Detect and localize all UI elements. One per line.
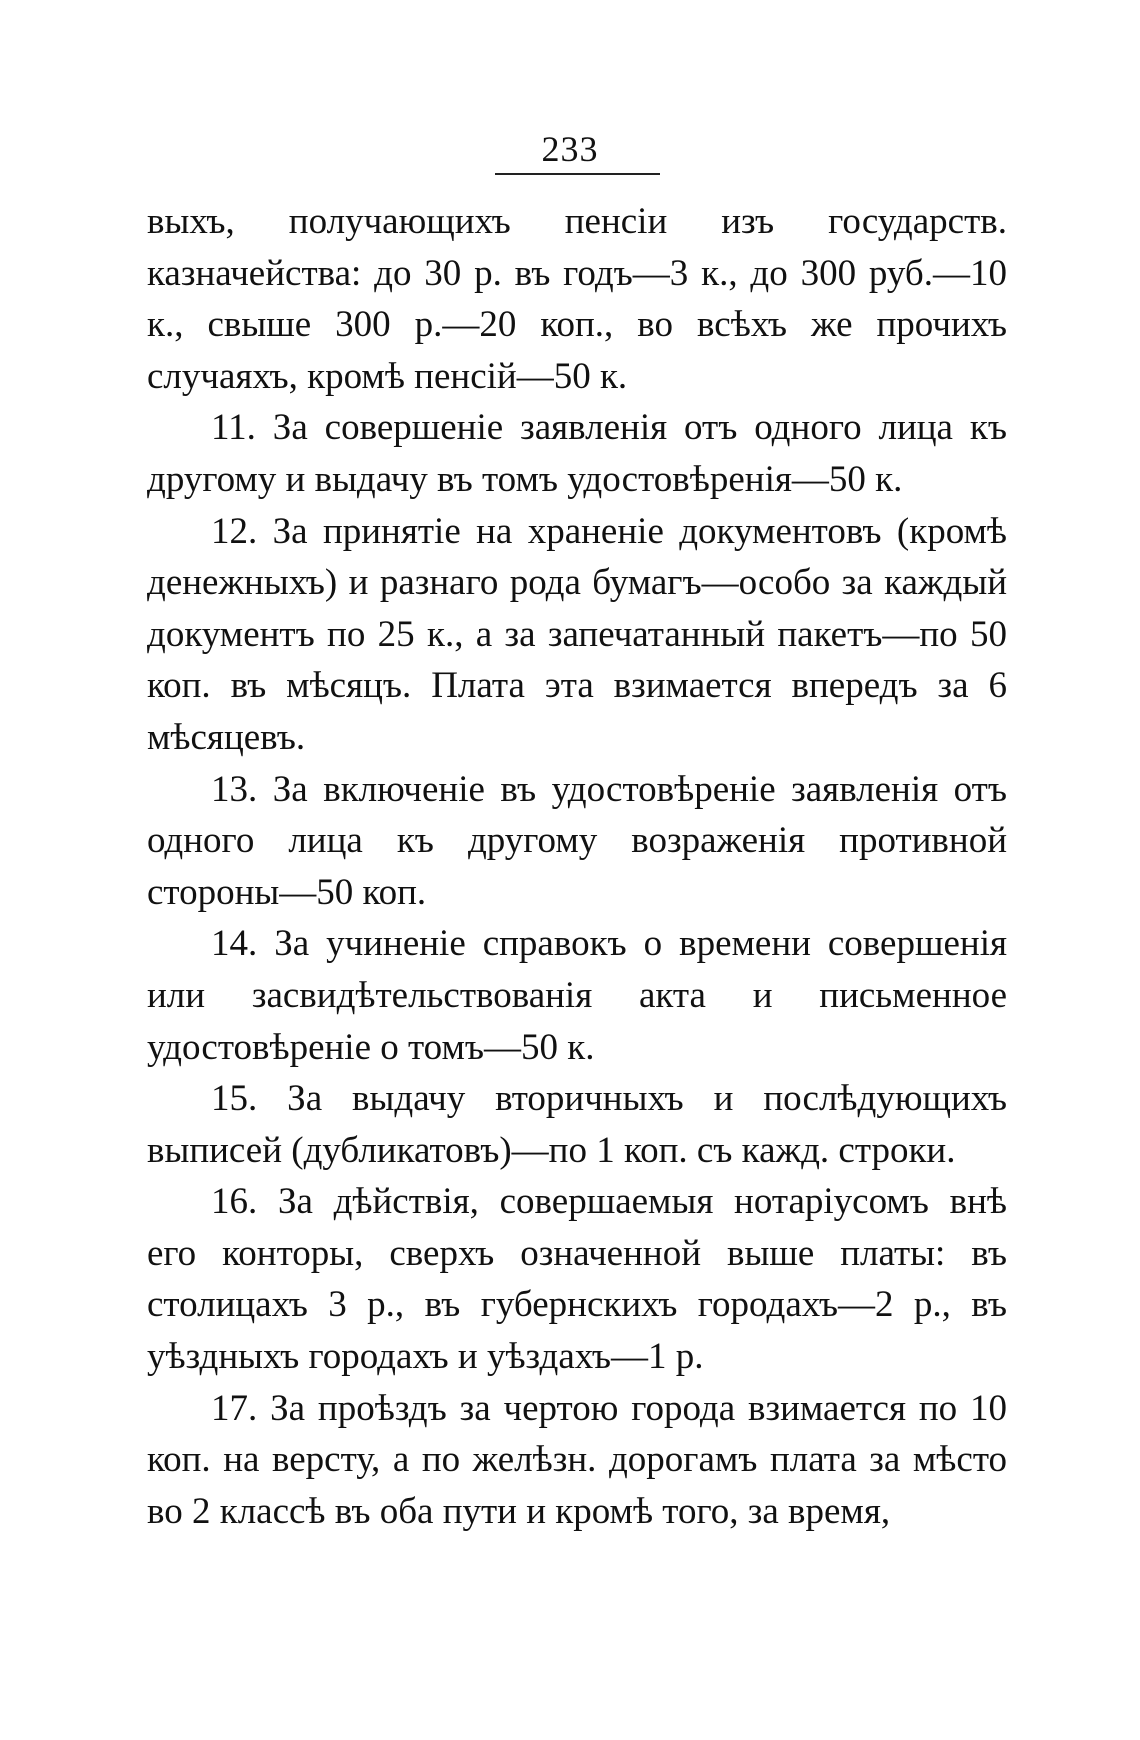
paragraph-item-14: 14. За учиненіе справокъ о времени совершенія или засвидѣтельствованія акта и письменное удостовѣреніе о томъ—50 к.: [147, 923, 1007, 1068]
paragraph-item-11: 11. За совершеніе заявленія отъ одного лица къ другому и выдачу въ томъ удостовѣренія—50 к.: [147, 407, 1007, 500]
paragraph-item-16: 16. За дѣйствія, совершаемыя нотаріусомъ внѣ его конторы, сверхъ означенной выше платы: въ столицахъ 3 р., въ губернскихъ городахъ—2 р., въ уѣздныхъ городахъ и уѣздахъ—1 р.: [147, 1181, 1007, 1378]
paragraph-item-13: 13. За включеніе въ удостовѣреніе заявленія отъ одного лица къ другому возраженія противной стороны—50 коп.: [147, 768, 1007, 913]
paragraph-continuation: выхъ, получающихъ пенсіи изъ государств. казначейства: до 30 р. въ годъ—3 к., до 300 руб.—10 к., свыше 300 р.—20 коп., во всѣхъ же прочихъ случаяхъ, кромѣ пенсій—50 к.: [147, 201, 1007, 397]
page-number: 233: [541, 129, 599, 169]
header-rule: [495, 173, 660, 175]
paragraph-item-17: 17. За проѣздъ за чертою города взимается по 10 коп. на версту, а по желѣзн. дорогамъ плата за мѣсто во 2 классѣ въ оба пути и кромѣ того, за время,: [147, 1387, 1007, 1532]
paragraph-item-15: 15. За выдачу вторичныхъ и послѣдующихъ выписей (дубликатовъ)—по 1 коп. съ кажд. строки.: [147, 1078, 1007, 1171]
paragraph-item-12: 12. За принятіе на храненіе документовъ (кромѣ денежныхъ) и разнаго рода бумагъ—особо за каждый документъ по 25 к., а за запечатанный пакетъ—по 50 коп. въ мѣсяцъ. Плата эта взимается впередъ за 6 мѣсяцевъ.: [147, 510, 1007, 758]
body-text: [147, 196, 1007, 1537]
